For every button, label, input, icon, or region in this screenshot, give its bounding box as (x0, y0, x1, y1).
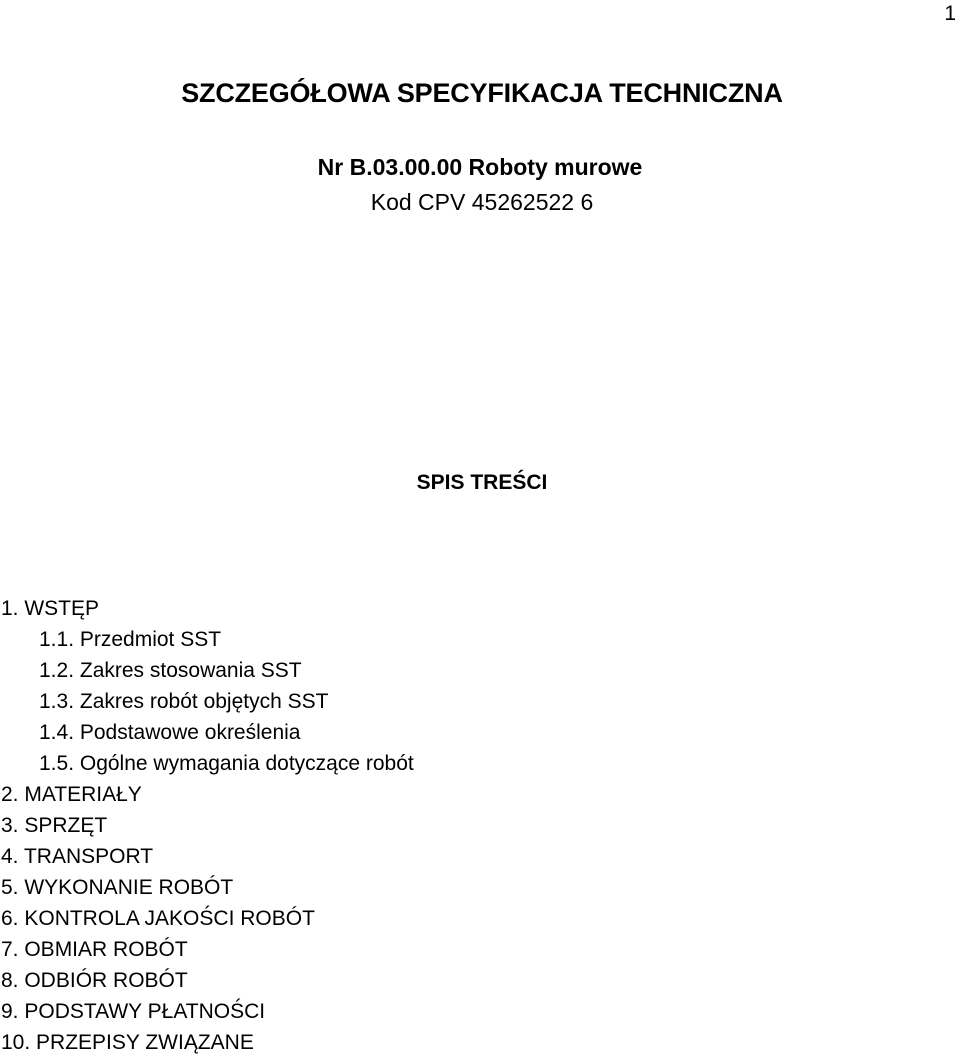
toc-item: 1.2. Zakres stosowania SST (39, 659, 302, 682)
toc-item: 9. PODSTAWY PŁATNOŚCI (1, 1000, 266, 1023)
toc-item: 2. MATERIAŁY (1, 783, 142, 806)
toc-item: 1.3. Zakres robót objętych SST (39, 690, 329, 713)
page-number: 1 (944, 2, 956, 25)
toc-item: 1. WSTĘP (1, 597, 100, 620)
document-title: SZCZEGÓŁOWA SPECYFIKACJA TECHNICZNA (181, 78, 783, 108)
toc-item: 1.5. Ogólne wymagania dotyczące robót (39, 752, 414, 775)
toc-item: 7. OBMIAR ROBÓT (1, 938, 188, 961)
toc-item: 6. KONTROLA JAKOŚCI ROBÓT (1, 907, 315, 930)
toc-item: 1.1. Przedmiot SST (39, 628, 222, 651)
toc-item: 5. WYKONANIE ROBÓT (1, 876, 234, 899)
toc-item: 10. PRZEPISY ZWIĄZANE (1, 1031, 254, 1054)
toc-item: 3. SPRZĘT (1, 814, 108, 837)
toc-item: 1.4. Podstawowe określenia (39, 721, 301, 744)
specification-number: Nr B.03.00.00 Roboty murowe (317, 154, 643, 180)
table-of-contents (1, 593, 414, 1058)
toc-item: 4. TRANSPORT (1, 845, 154, 868)
toc-heading: SPIS TREŚCI (416, 471, 548, 494)
cpv-code: Kod CPV 45262522 6 (370, 189, 594, 215)
toc-item: 8. ODBIÓR ROBÓT (1, 969, 188, 992)
